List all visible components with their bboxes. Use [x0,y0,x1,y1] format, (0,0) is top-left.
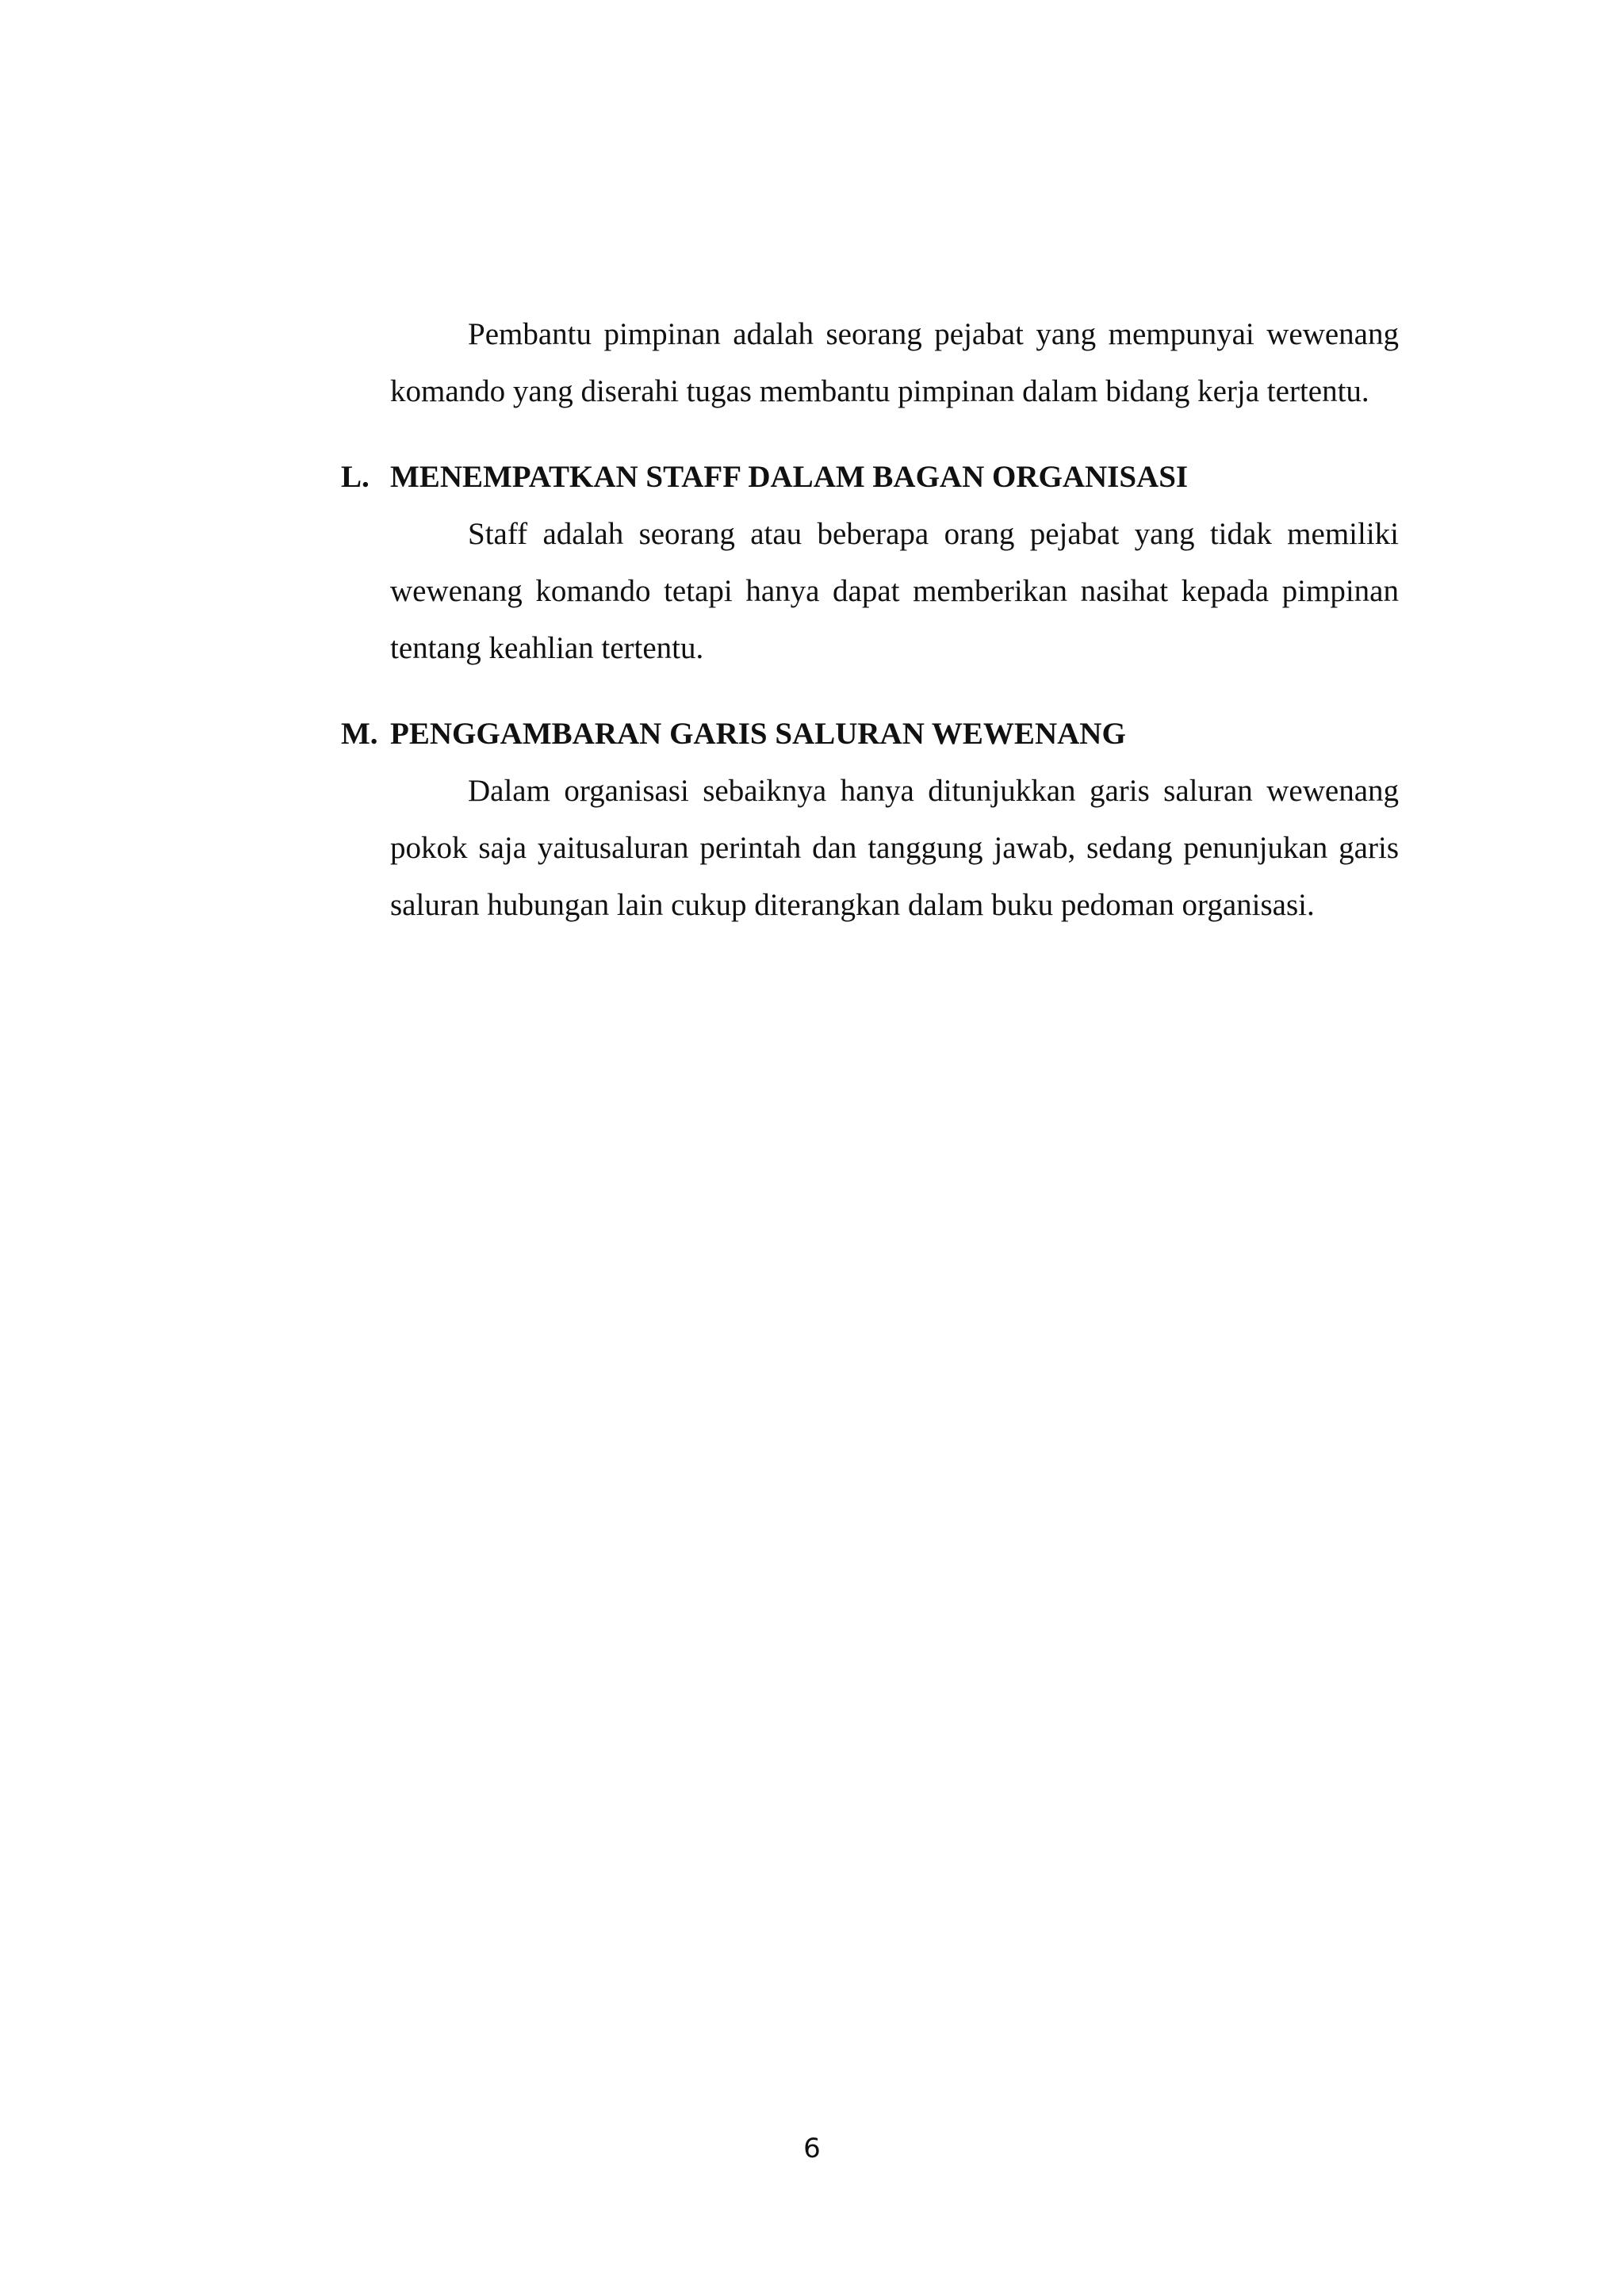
intro-paragraph: Pembantu pimpinan adalah seorang pejabat yang mempunyai wewenang komando yang diserahi tugas membantu pimpinan dalam bidang kerja tertentu. [390,317,1399,408]
section-letter: M. [341,717,378,751]
section-l-paragraph: Staff adalah seorang atau beberapa orang pejabat yang tidak memiliki wewenang komando tetapi hanya dapat memberikan nasihat kepada pimpinan tentang keahlian tertentu. [390,517,1399,665]
section-title: PENGGAMBARAN GARIS SALURAN WEWENANG [390,717,1126,751]
section-letter: L. [341,460,370,494]
page-number: 6 [803,2133,821,2164]
section-title: MENEMPATKAN STAFF DALAM BAGAN ORGANISASI [390,460,1189,494]
section-heading-l [341,449,1399,506]
section-m-paragraph: Dalam organisasi sebaiknya hanya ditunjukkan garis saluran wewenang pokok saja yaitusaluran perintah dan tanggung jawab, sedang penunjukan garis saluran hubungan lain cukup diterangkan dalam buku pedoman organisasi. [390,774,1399,922]
page-content [341,306,1399,934]
section-heading-m [341,706,1399,763]
